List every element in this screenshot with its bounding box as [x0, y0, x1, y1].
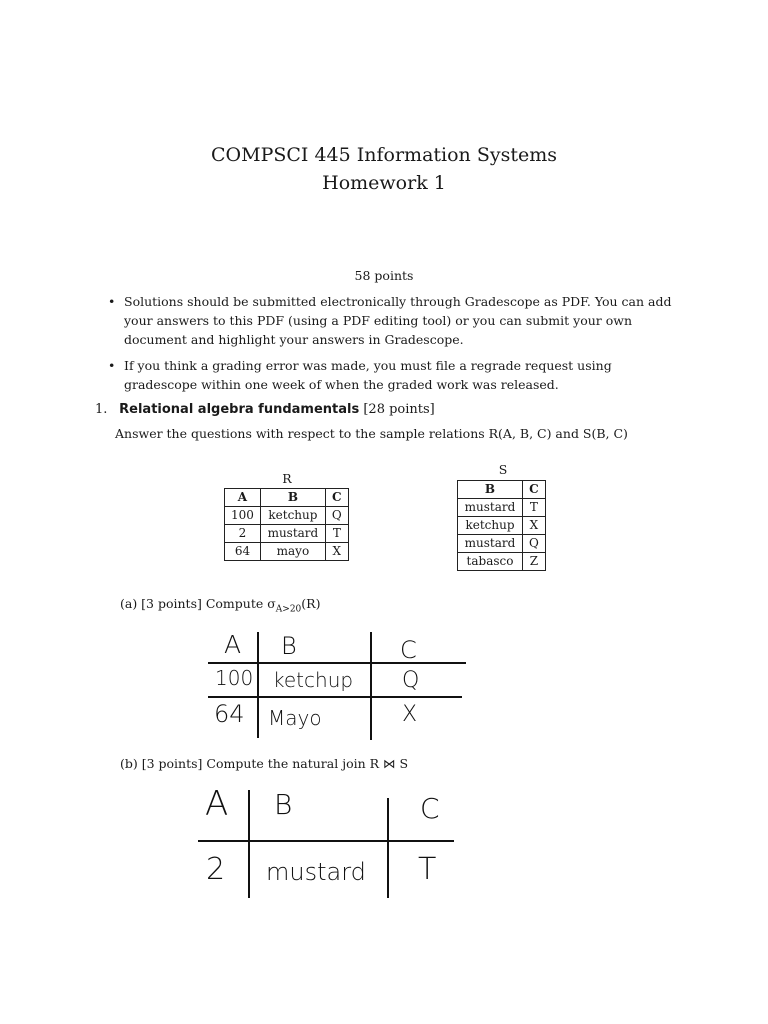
- answer-header-c: C: [400, 636, 417, 664]
- answer-header-a: A: [205, 784, 229, 824]
- bullet-icon: •: [108, 294, 116, 309]
- table-row: [225, 507, 349, 525]
- table-header-cell: A: [225, 489, 261, 507]
- question-1-heading: [95, 402, 435, 417]
- total-points: 58 points: [354, 268, 414, 283]
- table-cell: 64: [225, 543, 261, 561]
- divider-line: [208, 662, 466, 664]
- instruction-text: Solutions should be submitted electronically through Gradescope as PDF. You can add your answers to this PDF (using a PDF editing tool) or you can submit your own document and highlight your answers in Gradescope.: [124, 294, 672, 347]
- answer-cell: 100: [215, 666, 254, 690]
- question-number: 1.: [95, 402, 108, 417]
- table-cell: Z: [523, 553, 546, 571]
- table-cell: T: [523, 499, 546, 517]
- answer-header-a: A: [224, 630, 242, 659]
- table-row: [458, 553, 546, 571]
- answer-header-b: B: [274, 788, 293, 821]
- table-row: [458, 499, 546, 517]
- question-points: [28 points]: [363, 402, 435, 417]
- part-a-prompt: [120, 596, 320, 615]
- relation-s-caption: S: [498, 462, 508, 477]
- table-cell: mustard: [458, 535, 523, 553]
- table-cell: Q: [523, 535, 546, 553]
- relation-r-caption: R: [282, 471, 292, 486]
- answer-cell: Mayo: [268, 706, 322, 730]
- table-cell: T: [325, 525, 348, 543]
- table-cell: 100: [225, 507, 261, 525]
- part-a-label: (a) [3 points] Compute σ: [120, 596, 276, 611]
- table-cell: mustard: [458, 499, 523, 517]
- table-cell: X: [523, 517, 546, 535]
- divider-line: [387, 798, 389, 898]
- table-cell: tabasco: [458, 553, 523, 571]
- instruction-item: [108, 292, 688, 349]
- divider-line: [370, 632, 372, 740]
- table-header-cell: C: [523, 481, 546, 499]
- answer-header-b: B: [281, 632, 297, 660]
- answer-header-c: C: [420, 792, 440, 825]
- table-header-row: [225, 489, 349, 507]
- answer-cell: ketchup: [273, 668, 354, 692]
- answer-cell: mustard: [266, 858, 366, 886]
- part-b-prompt: (b) [3 points] Compute the natural join R ⋈ S: [120, 756, 409, 771]
- answer-cell: Q: [402, 668, 420, 693]
- question-title: Relational algebra fundamentals: [119, 402, 360, 417]
- divider-line: [198, 840, 454, 842]
- table-cell: 2: [225, 525, 261, 543]
- table-header-cell: C: [325, 489, 348, 507]
- relation-r-table: [224, 488, 349, 561]
- table-header-row: [458, 481, 546, 499]
- divider-line: [248, 790, 250, 898]
- table-row: [458, 535, 546, 553]
- answer-cell: X: [402, 702, 418, 727]
- table-header-cell: B: [260, 489, 325, 507]
- answer-cell: 64: [214, 700, 245, 728]
- answer-cell: 2: [206, 852, 226, 887]
- table-row: [225, 525, 349, 543]
- table-cell: mayo: [260, 543, 325, 561]
- relation-s-table: [457, 480, 546, 571]
- answer-cell: T: [418, 852, 437, 887]
- instruction-item: [108, 356, 688, 394]
- part-a-subscript: A>20: [275, 604, 302, 615]
- table-cell: ketchup: [458, 517, 523, 535]
- table-row: [225, 543, 349, 561]
- table-cell: mustard: [260, 525, 325, 543]
- divider-line: [257, 632, 259, 738]
- question-intro: Answer the questions with respect to the sample relations R(A, B, C) and S(B, C): [115, 426, 628, 441]
- document-title: COMPSCI 445 Information Systems: [211, 144, 557, 166]
- table-cell: Q: [325, 507, 348, 525]
- part-a-suffix: (R): [301, 596, 321, 611]
- table-cell: X: [325, 543, 348, 561]
- bullet-icon: •: [108, 358, 116, 373]
- document-subtitle: Homework 1: [322, 172, 446, 194]
- divider-line: [208, 696, 462, 698]
- table-cell: ketchup: [260, 507, 325, 525]
- instruction-text: If you think a grading error was made, you must file a regrade request using gradescope within one week of when the graded work was released.: [124, 358, 612, 392]
- table-header-cell: B: [458, 481, 523, 499]
- table-row: [458, 517, 546, 535]
